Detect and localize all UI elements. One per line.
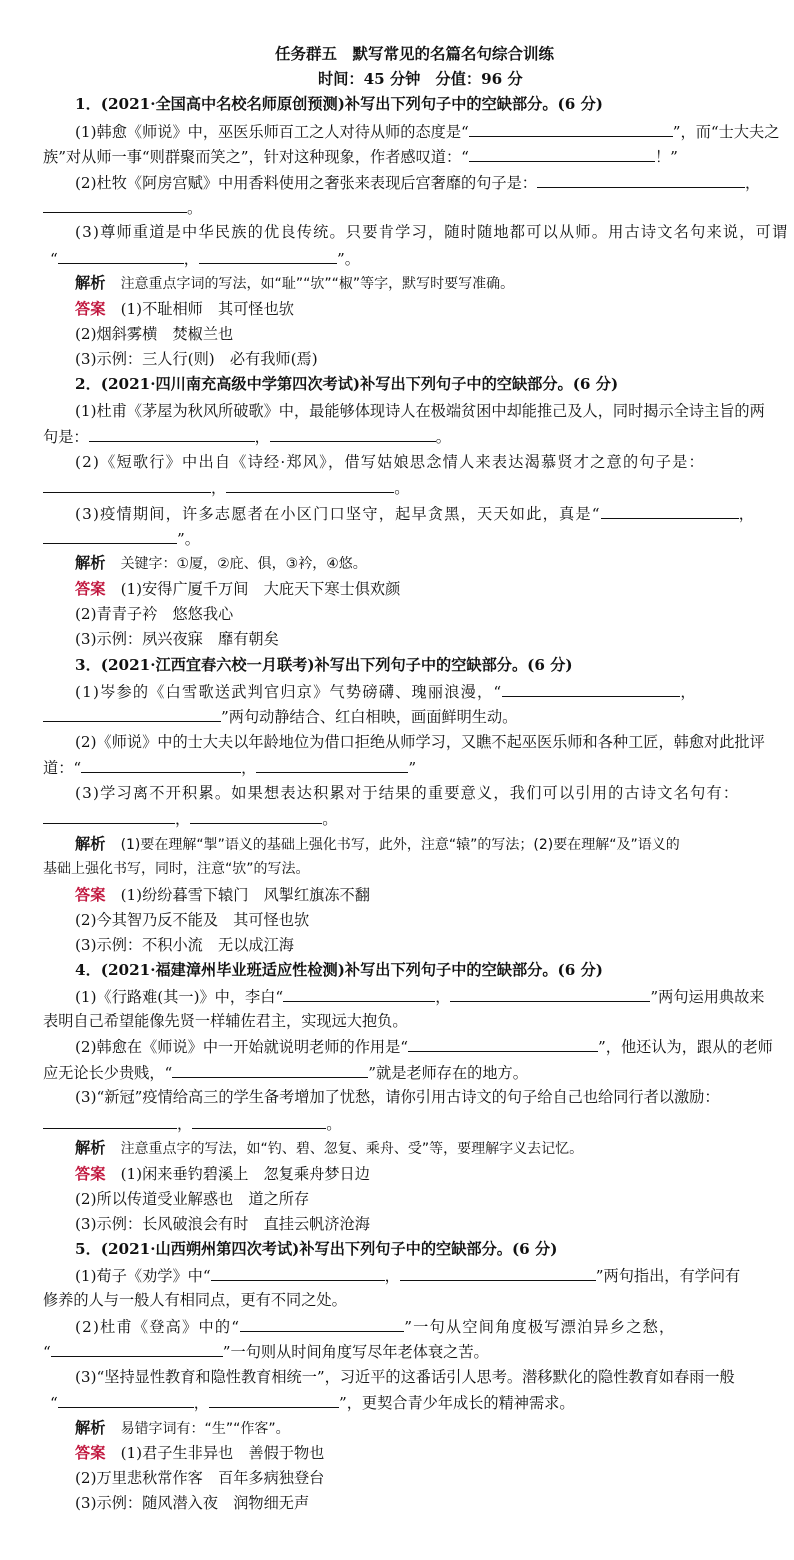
q2-answer3: (3)示例：夙兴夜寐 靡有朝矣: [75, 630, 279, 648]
q3-answer2: (2)今其智乃反不能及 其可怪也欤: [75, 911, 310, 929]
q4-answer2: (2)所以传道受业解惑也 道之所存: [75, 1190, 310, 1208]
q5-p3-line2: “ ， ”，更契合青少年成长的精神需求。: [50, 1394, 575, 1412]
page-title: 任务群五 默写常见的名篇名句综合训练: [275, 44, 555, 63]
q1-p2-line2: 。: [43, 197, 202, 218]
answer-label: 答案: [75, 1165, 106, 1183]
q4-answer1: 答案 (1)闲来垂钓碧溪上 忽复乘舟梦日边: [75, 1165, 370, 1183]
q1-p2-line1: (2)杜牧《阿房宫赋》中用香料使用之奢张来表现后宫奢靡的句子是： ，: [75, 174, 761, 192]
answer-blank[interactable]: [211, 1265, 385, 1281]
answer-blank[interactable]: [502, 681, 680, 697]
answer-blank[interactable]: [190, 808, 322, 824]
q3-answer3: (3)示例：不积小流 无以成江海: [75, 936, 294, 954]
answer-label: 答案: [75, 886, 106, 904]
answer-blank[interactable]: [450, 986, 650, 1002]
answer-blank[interactable]: [199, 248, 337, 264]
q5-p2-line2: “ ”一句则从时间角度写尽年老体衰之苦。: [43, 1343, 489, 1361]
q4-p1-line1: (1)《行路难(其一)》中，李白“ ， ”两句运用典故来: [75, 988, 765, 1006]
q3-p1-line1: (1)岑参的《白雪歌送武判官归京》气势磅礴、瑰丽浪漫，“ ，: [75, 683, 697, 701]
answer-blank[interactable]: [43, 197, 187, 213]
answer-blank[interactable]: [192, 1113, 326, 1129]
q3-p2-line1: (2)《师说》中的士大夫以年龄地位为借口拒绝从师学习，又瞧不起巫医乐师和各种工匠，韩愈对此批评: [75, 733, 765, 751]
q5-p3-line1: (3)“坚持显性教育和隐性教育相统一”，习近平的这番话引人思考。潜移默化的隐性教育如春雨一般: [75, 1368, 735, 1386]
analysis-label: 解析: [75, 1419, 106, 1437]
q3-answer1: 答案 (1)纷纷暮雪下辕门 风掣红旗冻不翻: [75, 886, 370, 904]
answer-blank[interactable]: [400, 1265, 596, 1281]
answer-label: 答案: [75, 300, 106, 318]
answer-blank[interactable]: [43, 528, 177, 544]
q1-answer2: (2)烟斜雾横 焚椒兰也: [75, 325, 234, 343]
q2-p1-line2: 句是： ， 。: [43, 428, 451, 446]
q4-p2-line1: (2)韩愈在《师说》中一开始就说明老师的作用是“ ”，他还认为，跟从的老师: [75, 1038, 773, 1056]
q2-analysis: 解析 关键字：①厦，②庇、俱，③衿，④悠。: [75, 554, 367, 572]
q3-analysis-line2: 基础上强化书写，同时，注意“欤”的写法。: [43, 861, 310, 877]
q5-answer2: (2)万里悲秋常作客 百年多病独登台: [75, 1469, 325, 1487]
answer-blank[interactable]: [240, 1316, 404, 1332]
answer-blank[interactable]: [226, 477, 394, 493]
q1-analysis: 解析 注意重点字词的写法，如“耻”“欤”“椒”等字，默写时要写准确。: [75, 274, 515, 292]
q2-p2-line1: (2)《短歌行》中出自《诗经·郑风》，借写姑娘思念情人来表达渴慕贤才之意的句子是：: [75, 453, 705, 471]
answer-blank[interactable]: [601, 503, 739, 519]
q5-analysis: 解析 易错字词有：“生”“作客”。: [75, 1419, 290, 1437]
answer-blank[interactable]: [43, 706, 221, 722]
answer-blank[interactable]: [51, 1341, 223, 1357]
q2-answer2: (2)青青子衿 悠悠我心: [75, 605, 234, 623]
answer-blank[interactable]: [270, 426, 436, 442]
answer-blank[interactable]: [81, 757, 241, 773]
q1-answer3: (3)示例：三人行(则) 必有我师(焉): [75, 350, 318, 368]
q4-answer3: (3)示例：长风破浪会有时 直挂云帆济沧海: [75, 1215, 370, 1233]
answer-blank[interactable]: [172, 1062, 368, 1078]
answer-blank[interactable]: [537, 172, 745, 188]
answer-blank[interactable]: [43, 1113, 177, 1129]
q1-p1-line2: 族”对从师一事“则群聚而笑之”，针对这种现象，作者感叹道：“ ！”: [43, 148, 678, 166]
answer-blank[interactable]: [43, 477, 211, 493]
q4-p2-line2: 应无论长少贵贱，“ ”就是老师存在的地方。: [43, 1064, 528, 1082]
answer-blank[interactable]: [408, 1036, 598, 1052]
q5-answer1: 答案 (1)君子生非异也 善假于物也: [75, 1444, 325, 1462]
q4-analysis: 解析 注意重点字的写法，如“钓、碧、忽复、乘舟、受”等，要理解字义去记忆。: [75, 1139, 584, 1157]
q2-p1-line1: (1)杜甫《茅屋为秋风所破歌》中，最能够体现诗人在极端贫困中却能推己及人，同时揭示全诗主旨的两: [75, 402, 765, 420]
q2-p3-line2: ”。: [43, 528, 200, 549]
q3-p2-line2: 道：“ ， ”: [43, 759, 417, 777]
answer-label: 答案: [75, 1444, 106, 1462]
q4-p1-line2: 表明自己希望能像先贤一样辅佐君主，实现远大抱负。: [43, 1012, 408, 1030]
answer-blank[interactable]: [58, 1392, 194, 1408]
answer-blank[interactable]: [283, 986, 435, 1002]
answer-label: 答案: [75, 580, 106, 598]
q5-p2-line1: (2)杜甫《登高》中的“ ”一句从空间角度极写漂泊异乡之愁，: [75, 1318, 676, 1336]
q2-p3-line1: (3)疫情期间，许多志愿者在小区门口坚守，起早贪黑，天天如此，真是“ ，: [75, 505, 756, 523]
q4-p3-line2: ， 。: [43, 1113, 341, 1134]
q5-p1-line1: (1)荀子《劝学》中“ ， ”两句指出，有学问有: [75, 1267, 741, 1285]
q2-p2-line2: ， 。: [43, 477, 409, 498]
q3-analysis-line1: 解析 (1)要在理解“掣”语义的基础上强化书写，此外，注意“辕”的写法；(2)要在理解“及”语义的: [75, 835, 680, 853]
answer-blank[interactable]: [89, 426, 255, 442]
answer-blank[interactable]: [58, 248, 184, 264]
q2-answer1: 答案 (1)安得广厦千万间 大庇天下寒士俱欢颜: [75, 580, 401, 598]
q1-p3-line2: “ ， ”。: [50, 250, 360, 268]
q1-p3-line1: (3)尊师重道是中华民族的优良传统。只要肯学习，随时随地都可以从师。用古诗文名句来说，可谓: [75, 223, 789, 241]
q5-p1-line2: 修养的人与一般人有相同点，更有不同之处。: [43, 1291, 347, 1309]
analysis-label: 解析: [75, 835, 106, 853]
answer-blank[interactable]: [256, 757, 408, 773]
analysis-label: 解析: [75, 554, 106, 572]
answer-blank[interactable]: [209, 1392, 339, 1408]
q5-stem: 5．(2021·山西朔州第四次考试)补写出下列句子中的空缺部分。(6 分): [75, 1240, 558, 1258]
q4-stem: 4．(2021·福建漳州毕业班适应性检测)补写出下列句子中的空缺部分。(6 分): [75, 961, 603, 979]
q3-p3-line1: (3)学习离不开积累。如果想表达积累对于结果的重要意义，我们可以引用的古诗文名句有：: [75, 784, 740, 802]
time-score-line: 时间：45 分钟 分值：96 分: [318, 70, 523, 88]
q5-answer3: (3)示例：随风潜入夜 润物细无声: [75, 1494, 310, 1512]
answer-blank[interactable]: [469, 121, 673, 137]
q3-p1-line2: ”两句动静结合、红白相映，画面鲜明生动。: [43, 706, 517, 727]
q1-answer1: 答案 (1)不耻相师 其可怪也欤: [75, 300, 294, 318]
q2-stem: 2．(2021·四川南充高级中学第四次考试)补写出下列句子中的空缺部分。(6 分): [75, 375, 619, 393]
q3-p3-line2: ， 。: [43, 808, 337, 829]
q1-p1-line1: (1)韩愈《师说》中，巫医乐师百工之人对待从师的态度是“ ”，而“士大夫之: [75, 123, 780, 141]
analysis-label: 解析: [75, 1139, 106, 1157]
answer-blank[interactable]: [469, 146, 655, 162]
q4-p3-line1: (3)“新冠”疫情给高三的学生备考增加了忧愁，请你引用古诗文的句子给自己也给同行者以激励：: [75, 1088, 720, 1106]
analysis-label: 解析: [75, 274, 106, 292]
answer-blank[interactable]: [43, 808, 175, 824]
q1-stem: 1．(2021·全国高中名校名师原创预测)补写出下列句子中的空缺部分。(6 分): [75, 95, 603, 113]
q3-stem: 3．(2021·江西宜春六校一月联考)补写出下列句子中的空缺部分。(6 分): [75, 656, 573, 674]
